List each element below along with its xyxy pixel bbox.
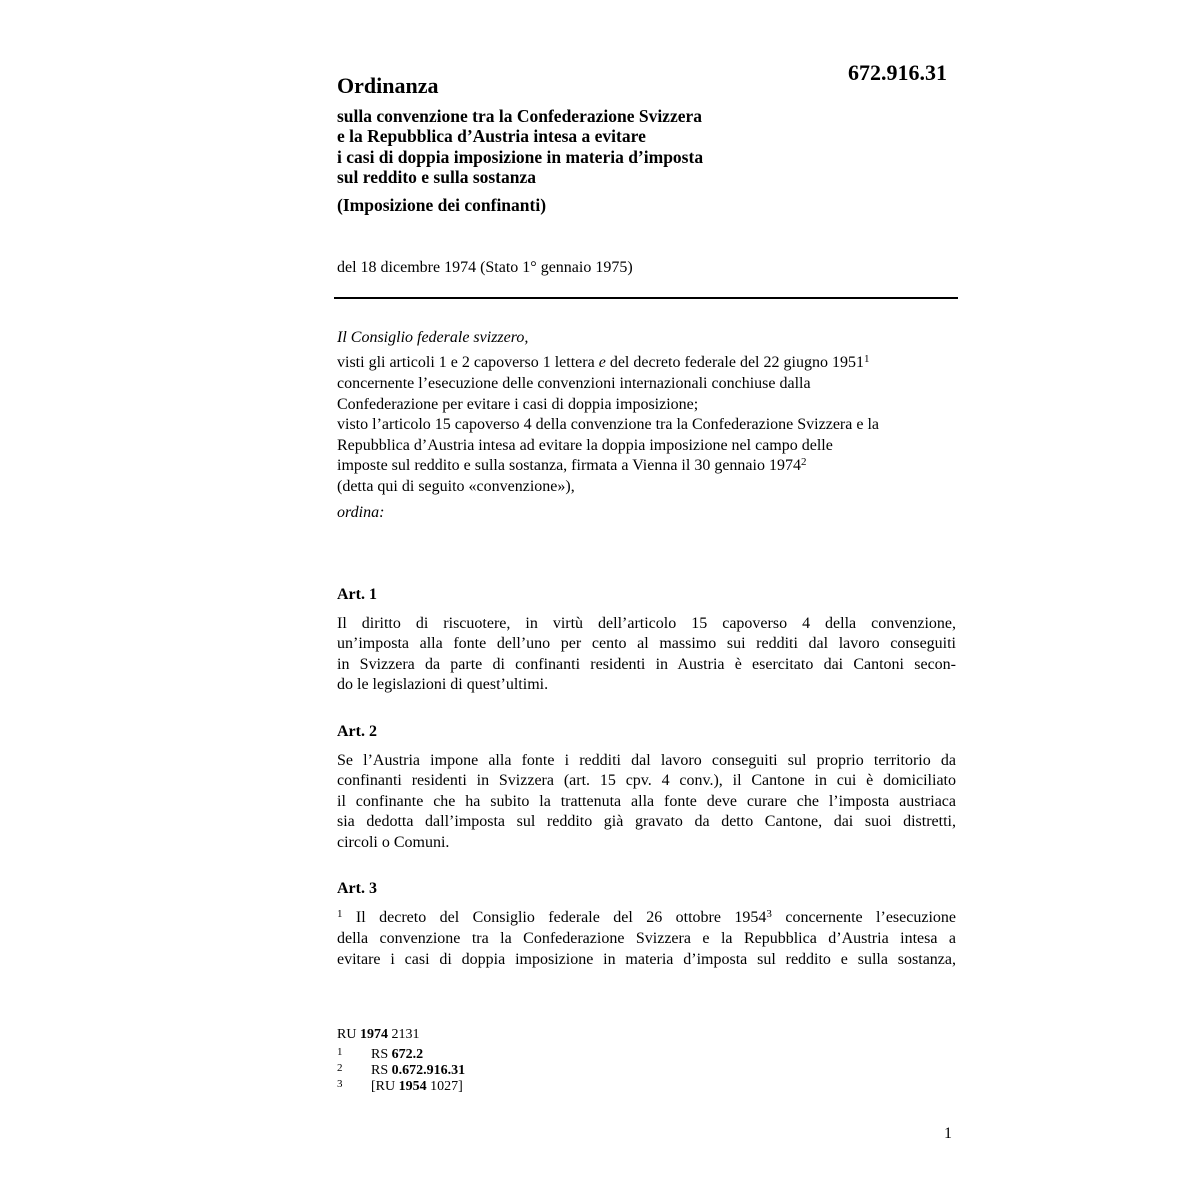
preamble-line [337,353,957,374]
article-paragraph [337,908,956,970]
footnote-ref: 3 [766,908,772,920]
preamble-ordina: ordina: [337,504,385,521]
article-paragraph [337,614,956,696]
paragraph-number: 1 [337,908,343,920]
sr-number: 672.916.31 [848,60,947,85]
text-run: 2131 [387,1027,420,1042]
text-run: imposte sul reddito e sulla sostanza, firmata a Vienna il 30 gennaio 1974 [337,457,801,475]
subtitle [337,106,897,187]
page-title: Ordinanza [337,73,439,98]
text-run: Il decreto del Consiglio federale del 26 ottobre 1954 [342,909,767,926]
preamble-line: Repubblica d’Austria intesa ad evitare la doppia imposizione nel campo delle [337,436,833,454]
preamble-line: (detta qui di seguito «convenzione»), [337,478,575,496]
text-run-bold: 1954 [398,1079,427,1094]
preamble-visti [337,353,957,498]
text-run: [RU [371,1079,399,1094]
footnote-ref: 2 [800,456,807,469]
subtitle-line: i casi di doppia imposizione in materia d’imposta [337,146,704,167]
text-run-bold: 1974 [359,1027,388,1042]
article-heading: Art. 3 [337,880,377,897]
preamble-line: visto l’articolo 15 capoverso 4 della convenzione tra la Confederazione Svizzera e la [337,416,879,434]
paragraph-line: Se l’Austria impone alla fonte i redditi dal lavoro conseguiti sul proprio territorio da [337,752,956,769]
footnote-ref: 1 [863,353,870,365]
paragraph-line [337,908,956,929]
text-run-italic: e [598,354,606,371]
subtitle-line: sulla convenzione tra la Confederazione Svizzera [337,106,703,126]
paragraph-line: della convenzione tra la Confederazione Svizzera e la Repubblica d’Austria intesa a [337,930,956,948]
footnote-number: 3 [337,1078,343,1090]
text-run: RU [337,1027,360,1042]
paragraph-line: do le legislazioni di quest’ultimi. [337,676,549,694]
preamble-line: concernente l’esecuzione delle convenzioni internazionali conchiuse dalla [337,375,811,393]
text-run-bold: 672.2 [391,1047,424,1062]
date-line: del 18 dicembre 1974 (Stato 1° gennaio 1975) [337,259,633,276]
preamble-line [337,456,957,477]
header-divider [334,297,958,299]
short-title: (Imposizione dei confinanti) [337,195,547,215]
text-run: 1027] [426,1079,463,1094]
preamble-line: Confederazione per evitare i casi di doppia imposizione; [337,395,699,413]
paragraph-line: confinanti residenti in Svizzera (art. 15 cpv. 4 conv.), il Cantone in cui è domiciliato [337,772,956,790]
text-run: del decreto federale del 22 giugno 1951 [605,354,864,371]
footnote-number: 2 [337,1062,343,1074]
text-run: visti gli articoli 1 e 2 capoverso 1 lettera [337,354,599,371]
paragraph-line: un’imposta alla fonte dell’uno per cento al massimo sui redditi dal lavoro conseguiti [337,635,956,653]
footnote-number: 1 [337,1046,343,1058]
footnote [337,1079,463,1095]
paragraph-line: evitare i casi di doppia imposizione in materia d’imposta sul reddito e sulla sostanza, [337,950,956,968]
preamble-authority: Il Consiglio federale svizzero, [337,329,529,346]
paragraph-line: in Svizzera da parte di confinanti residenti in Austria è esercitato dai Cantoni secon- [337,655,956,673]
text-run: RS [371,1047,392,1062]
ru-reference [337,1027,419,1043]
text-run: RS [371,1063,392,1078]
paragraph-line: il confinante che ha subito la trattenuta alla fonte deve curare che l’imposta austriaca [337,792,956,810]
subtitle-line: sul reddito e sulla sostanza [337,166,537,187]
article-heading: Art. 2 [337,723,377,740]
paragraph-line: Il diritto di riscuotere, in virtù dell’articolo 15 capoverso 4 della convenzione, [337,615,956,632]
paragraph-line: sia dedotta dall’imposta sul reddito già gravato da detto Cantone, dai suoi distretti, [337,813,956,831]
paragraph-line: circoli o Comuni. [337,833,450,851]
page-number: 1 [944,1125,952,1142]
text-run-bold: 0.672.916.31 [391,1063,466,1078]
article-paragraph [337,751,956,853]
article-heading: Art. 1 [337,586,377,603]
text-run: concernente l’esecuzione [771,909,957,926]
subtitle-line: e la Repubblica d’Austria intesa a evitare [337,126,646,147]
